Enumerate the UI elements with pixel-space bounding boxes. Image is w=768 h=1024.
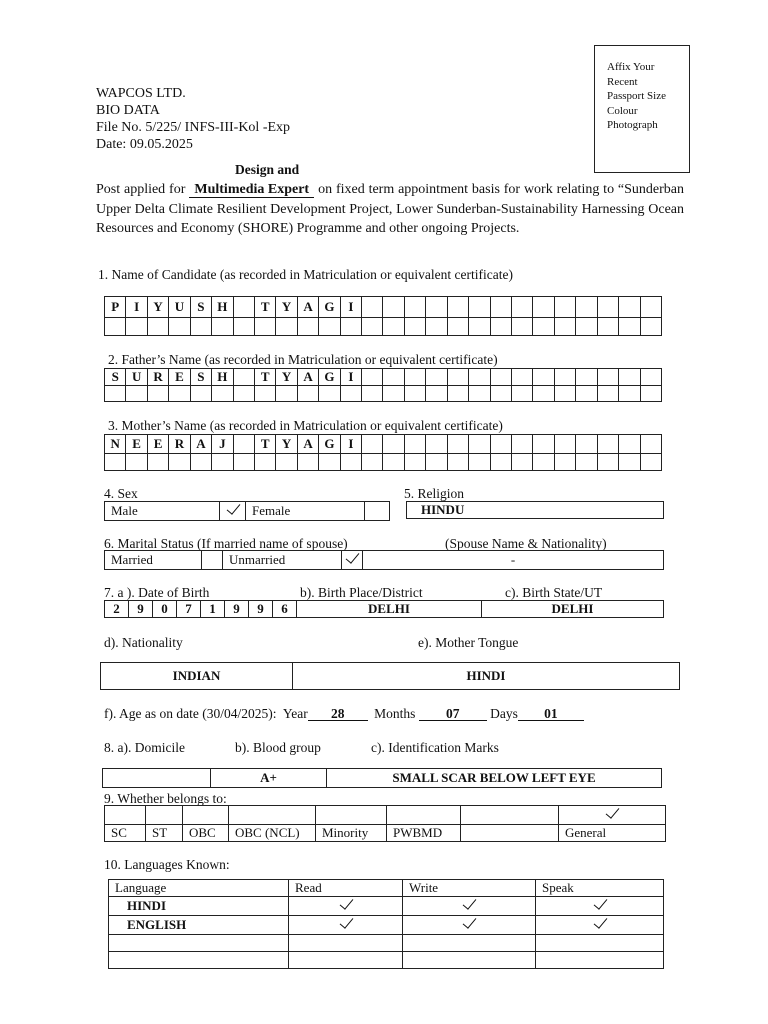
- languages-table[interactable]: [108, 879, 664, 969]
- language-read-checkbox[interactable]: [289, 935, 403, 952]
- letter-cell[interactable]: [469, 435, 490, 454]
- letter-cell[interactable]: [597, 435, 618, 454]
- language-speak-checkbox[interactable]: [536, 952, 664, 969]
- q9-label: 9. Whether belongs to:: [104, 791, 227, 806]
- category-checkbox[interactable]: [146, 806, 183, 825]
- spouse-label: (Spouse Name & Nationality): [445, 536, 607, 551]
- blank-cell[interactable]: [426, 386, 447, 402]
- blank-cell[interactable]: [490, 318, 511, 336]
- letter-cell[interactable]: T: [254, 435, 275, 454]
- letter-cell[interactable]: I: [126, 297, 147, 318]
- language-write-checkbox[interactable]: [403, 916, 536, 935]
- blank-cell[interactable]: [533, 318, 554, 336]
- blank-cell[interactable]: [147, 318, 168, 336]
- letter-cell[interactable]: [533, 369, 554, 386]
- blank-cell[interactable]: [340, 318, 361, 336]
- q8b-label: b). Blood group: [235, 740, 321, 755]
- checkmark-icon: [338, 897, 354, 911]
- photo-instruction-line: Colour: [607, 104, 638, 117]
- q5-label: 5. Religion: [404, 486, 464, 501]
- dob-digit-cell[interactable]: 6: [273, 601, 297, 618]
- blank-cell[interactable]: [533, 454, 554, 471]
- blank-cell[interactable]: [319, 318, 340, 336]
- q2-label: 2. Father’s Name (as recorded in Matriculation or equivalent certificate): [108, 352, 498, 367]
- blank-cell[interactable]: [212, 386, 233, 402]
- letter-cell[interactable]: Y: [276, 297, 297, 318]
- dob-digit-cell[interactable]: 9: [129, 601, 153, 618]
- language-write-checkbox[interactable]: [403, 897, 536, 916]
- letter-cell[interactable]: [383, 369, 404, 386]
- blank-cell[interactable]: [404, 454, 425, 471]
- blank-cell[interactable]: [597, 318, 618, 336]
- letter-cell[interactable]: [469, 369, 490, 386]
- domicile-table[interactable]: [102, 768, 662, 788]
- blank-cell[interactable]: [319, 454, 340, 471]
- blank-cell[interactable]: [340, 386, 361, 402]
- document-header: [96, 85, 290, 153]
- checkmark-icon: [604, 806, 620, 820]
- blank-cell[interactable]: [105, 454, 126, 471]
- blank-cell[interactable]: [426, 454, 447, 471]
- post-paragraph: [96, 180, 684, 239]
- checkmark-icon: [592, 897, 608, 911]
- letter-cell[interactable]: [404, 297, 425, 318]
- birth-details-table[interactable]: [104, 600, 664, 618]
- letter-cell[interactable]: [640, 435, 661, 454]
- letter-cell[interactable]: U: [126, 369, 147, 386]
- letter-cell[interactable]: S: [190, 369, 211, 386]
- language-read-checkbox[interactable]: [289, 916, 403, 935]
- q7a-label: 7. a ). Date of Birth: [104, 585, 210, 600]
- blank-cell[interactable]: [169, 386, 190, 402]
- blank-cell[interactable]: [126, 318, 147, 336]
- letter-cell[interactable]: [426, 369, 447, 386]
- table-row: [109, 916, 664, 935]
- year-label: Year: [282, 706, 308, 721]
- father-name-grid[interactable]: [104, 368, 662, 402]
- letter-cell[interactable]: [362, 369, 383, 386]
- letter-cell[interactable]: [512, 369, 533, 386]
- category-label: OBC (NCL): [229, 825, 316, 842]
- category-checkbox[interactable]: [105, 806, 146, 825]
- post-value-line1: Design and: [235, 162, 300, 177]
- category-label: OBC: [183, 825, 229, 842]
- blank-cell[interactable]: [383, 318, 404, 336]
- table-row: [109, 935, 664, 952]
- blank-cell[interactable]: [276, 386, 297, 402]
- q8a-label: 8. a). Domicile: [104, 740, 185, 755]
- letter-cell[interactable]: [576, 369, 597, 386]
- language-table-header: Speak: [536, 880, 664, 897]
- letter-cell[interactable]: [490, 369, 511, 386]
- age-label: f). Age as on date (30/04/2025):: [104, 706, 277, 721]
- photo-instruction-line: Passport Size: [607, 90, 666, 102]
- blank-cell[interactable]: [190, 454, 211, 471]
- domicile-value[interactable]: [103, 769, 211, 788]
- blank-cell[interactable]: [640, 318, 661, 336]
- blank-cell[interactable]: [490, 454, 511, 471]
- letter-cell[interactable]: [233, 435, 254, 454]
- nationality-table[interactable]: [100, 662, 680, 690]
- letter-cell[interactable]: T: [254, 297, 275, 318]
- blank-cell[interactable]: [640, 454, 661, 471]
- letter-cell[interactable]: S: [105, 369, 126, 386]
- nationality-value[interactable]: INDIAN: [101, 663, 293, 690]
- blank-cell[interactable]: [597, 386, 618, 402]
- letter-cell[interactable]: A: [190, 435, 211, 454]
- blank-cell[interactable]: [254, 386, 275, 402]
- photo-instruction-line: Recent: [607, 75, 638, 88]
- language-speak-checkbox[interactable]: [536, 935, 664, 952]
- language-write-checkbox[interactable]: [403, 952, 536, 969]
- q6-label: 6. Marital Status (If married name of spouse): [104, 536, 348, 551]
- blank-cell[interactable]: [533, 386, 554, 402]
- language-write-checkbox[interactable]: [403, 935, 536, 952]
- marital-unmarried-label: Unmarried: [223, 551, 342, 570]
- age-row: [104, 706, 584, 722]
- letter-cell[interactable]: E: [126, 435, 147, 454]
- letter-cell[interactable]: I: [340, 297, 361, 318]
- blank-cell[interactable]: [147, 454, 168, 471]
- letter-cell[interactable]: [576, 297, 597, 318]
- blank-cell[interactable]: [362, 386, 383, 402]
- checkmark-icon: [461, 916, 477, 930]
- category-checkbox[interactable]: [183, 806, 229, 825]
- blank-cell[interactable]: [297, 318, 318, 336]
- q7d-label: d). Nationality: [104, 635, 183, 650]
- letter-cell[interactable]: G: [319, 369, 340, 386]
- table-row: [109, 952, 664, 969]
- category-checkbox[interactable]: [316, 806, 387, 825]
- letter-cell[interactable]: I: [340, 369, 361, 386]
- letter-cell[interactable]: P: [105, 297, 126, 318]
- blank-cell[interactable]: [469, 386, 490, 402]
- category-table[interactable]: [104, 805, 666, 842]
- spouse-value[interactable]: -: [363, 551, 664, 570]
- letter-cell[interactable]: E: [147, 435, 168, 454]
- dob-digit-cell[interactable]: 1: [201, 601, 225, 618]
- doc-title: BIO DATA: [96, 103, 160, 118]
- blank-cell[interactable]: [340, 454, 361, 471]
- marital-married-label: Married: [105, 551, 202, 570]
- q7c-label: c). Birth State/UT: [505, 585, 603, 600]
- sex-male-label: Male: [105, 502, 220, 521]
- language-table-header: Write: [403, 880, 536, 897]
- blank-cell[interactable]: [147, 386, 168, 402]
- letter-cell[interactable]: H: [212, 297, 233, 318]
- blank-cell[interactable]: [554, 386, 575, 402]
- category-checkbox[interactable]: [229, 806, 316, 825]
- blank-cell[interactable]: [126, 454, 147, 471]
- letter-cell[interactable]: [490, 435, 511, 454]
- blood-group-value[interactable]: A+: [211, 769, 327, 788]
- blank-cell[interactable]: [619, 454, 640, 471]
- marital-unmarried-checkbox[interactable]: [342, 551, 363, 570]
- dob-digit-cell[interactable]: 2: [105, 601, 129, 618]
- age-years-field[interactable]: 28: [308, 707, 368, 721]
- language-read-checkbox[interactable]: [289, 952, 403, 969]
- blank-cell[interactable]: [169, 454, 190, 471]
- age-days-field[interactable]: 01: [518, 707, 584, 721]
- letter-cell[interactable]: [362, 297, 383, 318]
- post-description: on fixed term appointment basis for work relating to “Sunderban Upper Delta Climate Resilient Development Project, Lower Sunderban-Sustainability Harnessing Ocean Resources and Economy (SHORE) Programme and other ongoing Projects.: [96, 182, 685, 236]
- blank-cell[interactable]: [233, 454, 254, 471]
- blank-cell[interactable]: [554, 318, 575, 336]
- blank-cell[interactable]: [554, 454, 575, 471]
- letter-cell[interactable]: T: [254, 369, 275, 386]
- letter-cell[interactable]: Y: [147, 297, 168, 318]
- blank-cell[interactable]: [469, 318, 490, 336]
- marital-status-table[interactable]: [104, 550, 664, 570]
- language-name[interactable]: [109, 952, 289, 969]
- blank-cell[interactable]: [319, 386, 340, 402]
- letter-cell[interactable]: I: [340, 435, 361, 454]
- category-label: General: [559, 825, 666, 842]
- category-label: PWBMD: [387, 825, 461, 842]
- letter-cell[interactable]: [619, 369, 640, 386]
- birth-place-value[interactable]: DELHI: [297, 601, 482, 618]
- post-prefix: Post applied for: [96, 182, 186, 197]
- table-row: [109, 897, 664, 916]
- language-table-header: Read: [289, 880, 403, 897]
- blank-cell[interactable]: [597, 454, 618, 471]
- blank-cell[interactable]: [619, 386, 640, 402]
- letter-cell[interactable]: [233, 369, 254, 386]
- letter-cell[interactable]: [619, 435, 640, 454]
- blank-cell[interactable]: [490, 386, 511, 402]
- blank-cell[interactable]: [254, 318, 275, 336]
- letter-cell[interactable]: [576, 435, 597, 454]
- blank-cell[interactable]: [105, 386, 126, 402]
- blank-cell[interactable]: [190, 318, 211, 336]
- photo-instruction-line: Photograph: [607, 119, 658, 131]
- language-speak-checkbox[interactable]: [536, 916, 664, 935]
- months-label: Months: [374, 706, 416, 721]
- sex-male-checkbox[interactable]: [220, 502, 246, 521]
- photo-instruction-line: Affix Your: [607, 61, 655, 73]
- letter-cell[interactable]: J: [212, 435, 233, 454]
- q1-label: 1. Name of Candidate (as recorded in Matriculation or equivalent certificate): [98, 267, 513, 282]
- mother-tongue-value[interactable]: HINDI: [293, 663, 680, 690]
- identification-marks-value[interactable]: SMALL SCAR BELOW LEFT EYE: [327, 769, 662, 788]
- category-checkbox[interactable]: [559, 806, 666, 825]
- dob-digit-cell[interactable]: 7: [177, 601, 201, 618]
- letter-cell[interactable]: [554, 297, 575, 318]
- letter-cell[interactable]: [233, 297, 254, 318]
- days-label: Days: [490, 706, 518, 721]
- letter-cell[interactable]: [533, 297, 554, 318]
- letter-cell[interactable]: A: [297, 435, 318, 454]
- letter-cell[interactable]: [597, 297, 618, 318]
- letter-cell[interactable]: [362, 435, 383, 454]
- checkmark-icon: [592, 916, 608, 930]
- blank-cell[interactable]: [447, 318, 468, 336]
- blank-cell[interactable]: [276, 318, 297, 336]
- letter-cell[interactable]: [404, 369, 425, 386]
- checkmark-icon: [225, 502, 241, 516]
- blank-cell[interactable]: [426, 318, 447, 336]
- letter-cell[interactable]: U: [169, 297, 190, 318]
- language-read-checkbox[interactable]: [289, 897, 403, 916]
- language-name[interactable]: [109, 935, 289, 952]
- sex-female-checkbox[interactable]: [365, 502, 390, 521]
- blank-cell[interactable]: [404, 318, 425, 336]
- letter-cell[interactable]: A: [297, 297, 318, 318]
- blank-cell[interactable]: [404, 386, 425, 402]
- letter-cell[interactable]: R: [169, 435, 190, 454]
- letter-cell[interactable]: [383, 435, 404, 454]
- category-checkbox[interactable]: [387, 806, 461, 825]
- blank-cell[interactable]: [297, 454, 318, 471]
- blank-cell[interactable]: [233, 318, 254, 336]
- letter-cell[interactable]: [512, 297, 533, 318]
- blank-cell[interactable]: [212, 454, 233, 471]
- file-number: File No. 5/225/ INFS-III-Kol -Exp: [96, 120, 291, 135]
- blank-cell[interactable]: [469, 454, 490, 471]
- q8c-label: c). Identification Marks: [371, 740, 499, 755]
- letter-cell[interactable]: [383, 297, 404, 318]
- q7e-label: e). Mother Tongue: [418, 635, 519, 650]
- letter-cell[interactable]: H: [212, 369, 233, 386]
- blank-cell[interactable]: [576, 318, 597, 336]
- q4-label: 4. Sex: [104, 486, 138, 501]
- blank-cell[interactable]: [576, 386, 597, 402]
- letter-cell[interactable]: [512, 435, 533, 454]
- blank-cell[interactable]: [362, 454, 383, 471]
- sex-female-label: Female: [246, 502, 365, 521]
- religion-value[interactable]: HINDU: [407, 502, 664, 519]
- blank-cell[interactable]: [447, 454, 468, 471]
- letter-cell[interactable]: A: [297, 369, 318, 386]
- blank-cell[interactable]: [362, 318, 383, 336]
- dob-digit-cell[interactable]: 0: [153, 601, 177, 618]
- letter-cell[interactable]: [554, 369, 575, 386]
- blank-cell[interactable]: [276, 454, 297, 471]
- letter-cell[interactable]: [640, 369, 661, 386]
- letter-cell[interactable]: [426, 297, 447, 318]
- category-label: Minority: [316, 825, 387, 842]
- marital-married-checkbox[interactable]: [202, 551, 223, 570]
- religion-table[interactable]: [406, 501, 664, 519]
- age-months-field[interactable]: 07: [419, 707, 487, 721]
- blank-cell[interactable]: [126, 386, 147, 402]
- blank-cell[interactable]: [383, 386, 404, 402]
- letter-cell[interactable]: E: [169, 369, 190, 386]
- category-label: [461, 825, 559, 842]
- language-name[interactable]: HINDI: [109, 897, 289, 916]
- letter-cell[interactable]: [597, 369, 618, 386]
- blank-cell[interactable]: [105, 318, 126, 336]
- blank-cell[interactable]: [233, 386, 254, 402]
- language-speak-checkbox[interactable]: [536, 897, 664, 916]
- category-label: SC: [105, 825, 146, 842]
- letter-cell[interactable]: [404, 435, 425, 454]
- q7b-label: b). Birth Place/District: [300, 585, 423, 600]
- letter-cell[interactable]: [447, 297, 468, 318]
- post-value-field[interactable]: Multimedia Expert: [189, 183, 314, 198]
- letter-cell[interactable]: [554, 435, 575, 454]
- photo-placeholder-box: [594, 45, 690, 173]
- blank-cell[interactable]: [254, 454, 275, 471]
- letter-cell[interactable]: Y: [276, 369, 297, 386]
- checkmark-icon: [344, 551, 360, 565]
- letter-cell[interactable]: [447, 435, 468, 454]
- mother-name-grid[interactable]: [104, 434, 662, 471]
- blank-cell[interactable]: [619, 318, 640, 336]
- dob-digit-cell[interactable]: 9: [225, 601, 249, 618]
- checkmark-icon: [461, 897, 477, 911]
- document-date: Date: 09.05.2025: [96, 137, 193, 152]
- letter-cell[interactable]: Y: [276, 435, 297, 454]
- q10-label: 10. Languages Known:: [104, 857, 230, 872]
- blank-cell[interactable]: [640, 386, 661, 402]
- letter-cell[interactable]: [447, 369, 468, 386]
- checkmark-icon: [338, 916, 354, 930]
- letter-cell[interactable]: G: [319, 297, 340, 318]
- blank-cell[interactable]: [512, 318, 533, 336]
- category-checkbox[interactable]: [461, 806, 559, 825]
- letter-cell[interactable]: [426, 435, 447, 454]
- blank-cell[interactable]: [297, 386, 318, 402]
- blank-cell[interactable]: [512, 386, 533, 402]
- blank-cell[interactable]: [190, 386, 211, 402]
- birth-state-value[interactable]: DELHI: [482, 601, 664, 618]
- language-table-header: Language: [109, 880, 289, 897]
- letter-cell[interactable]: [619, 297, 640, 318]
- letter-cell[interactable]: S: [190, 297, 211, 318]
- q3-label: 3. Mother’s Name (as recorded in Matriculation or equivalent certificate): [108, 418, 503, 433]
- blank-cell[interactable]: [383, 454, 404, 471]
- letter-cell[interactable]: R: [147, 369, 168, 386]
- letter-cell[interactable]: [533, 435, 554, 454]
- letter-cell[interactable]: [640, 297, 661, 318]
- letter-cell[interactable]: [490, 297, 511, 318]
- org-name: WAPCOS LTD.: [96, 86, 186, 101]
- category-label: ST: [146, 825, 183, 842]
- letter-cell[interactable]: N: [105, 435, 126, 454]
- dob-digit-cell[interactable]: 9: [249, 601, 273, 618]
- blank-cell[interactable]: [512, 454, 533, 471]
- sex-table[interactable]: [104, 501, 390, 521]
- blank-cell[interactable]: [447, 386, 468, 402]
- blank-cell[interactable]: [169, 318, 190, 336]
- blank-cell[interactable]: [212, 318, 233, 336]
- language-name[interactable]: ENGLISH: [109, 916, 289, 935]
- letter-cell[interactable]: G: [319, 435, 340, 454]
- candidate-name-grid[interactable]: [104, 296, 662, 336]
- blank-cell[interactable]: [576, 454, 597, 471]
- letter-cell[interactable]: [469, 297, 490, 318]
